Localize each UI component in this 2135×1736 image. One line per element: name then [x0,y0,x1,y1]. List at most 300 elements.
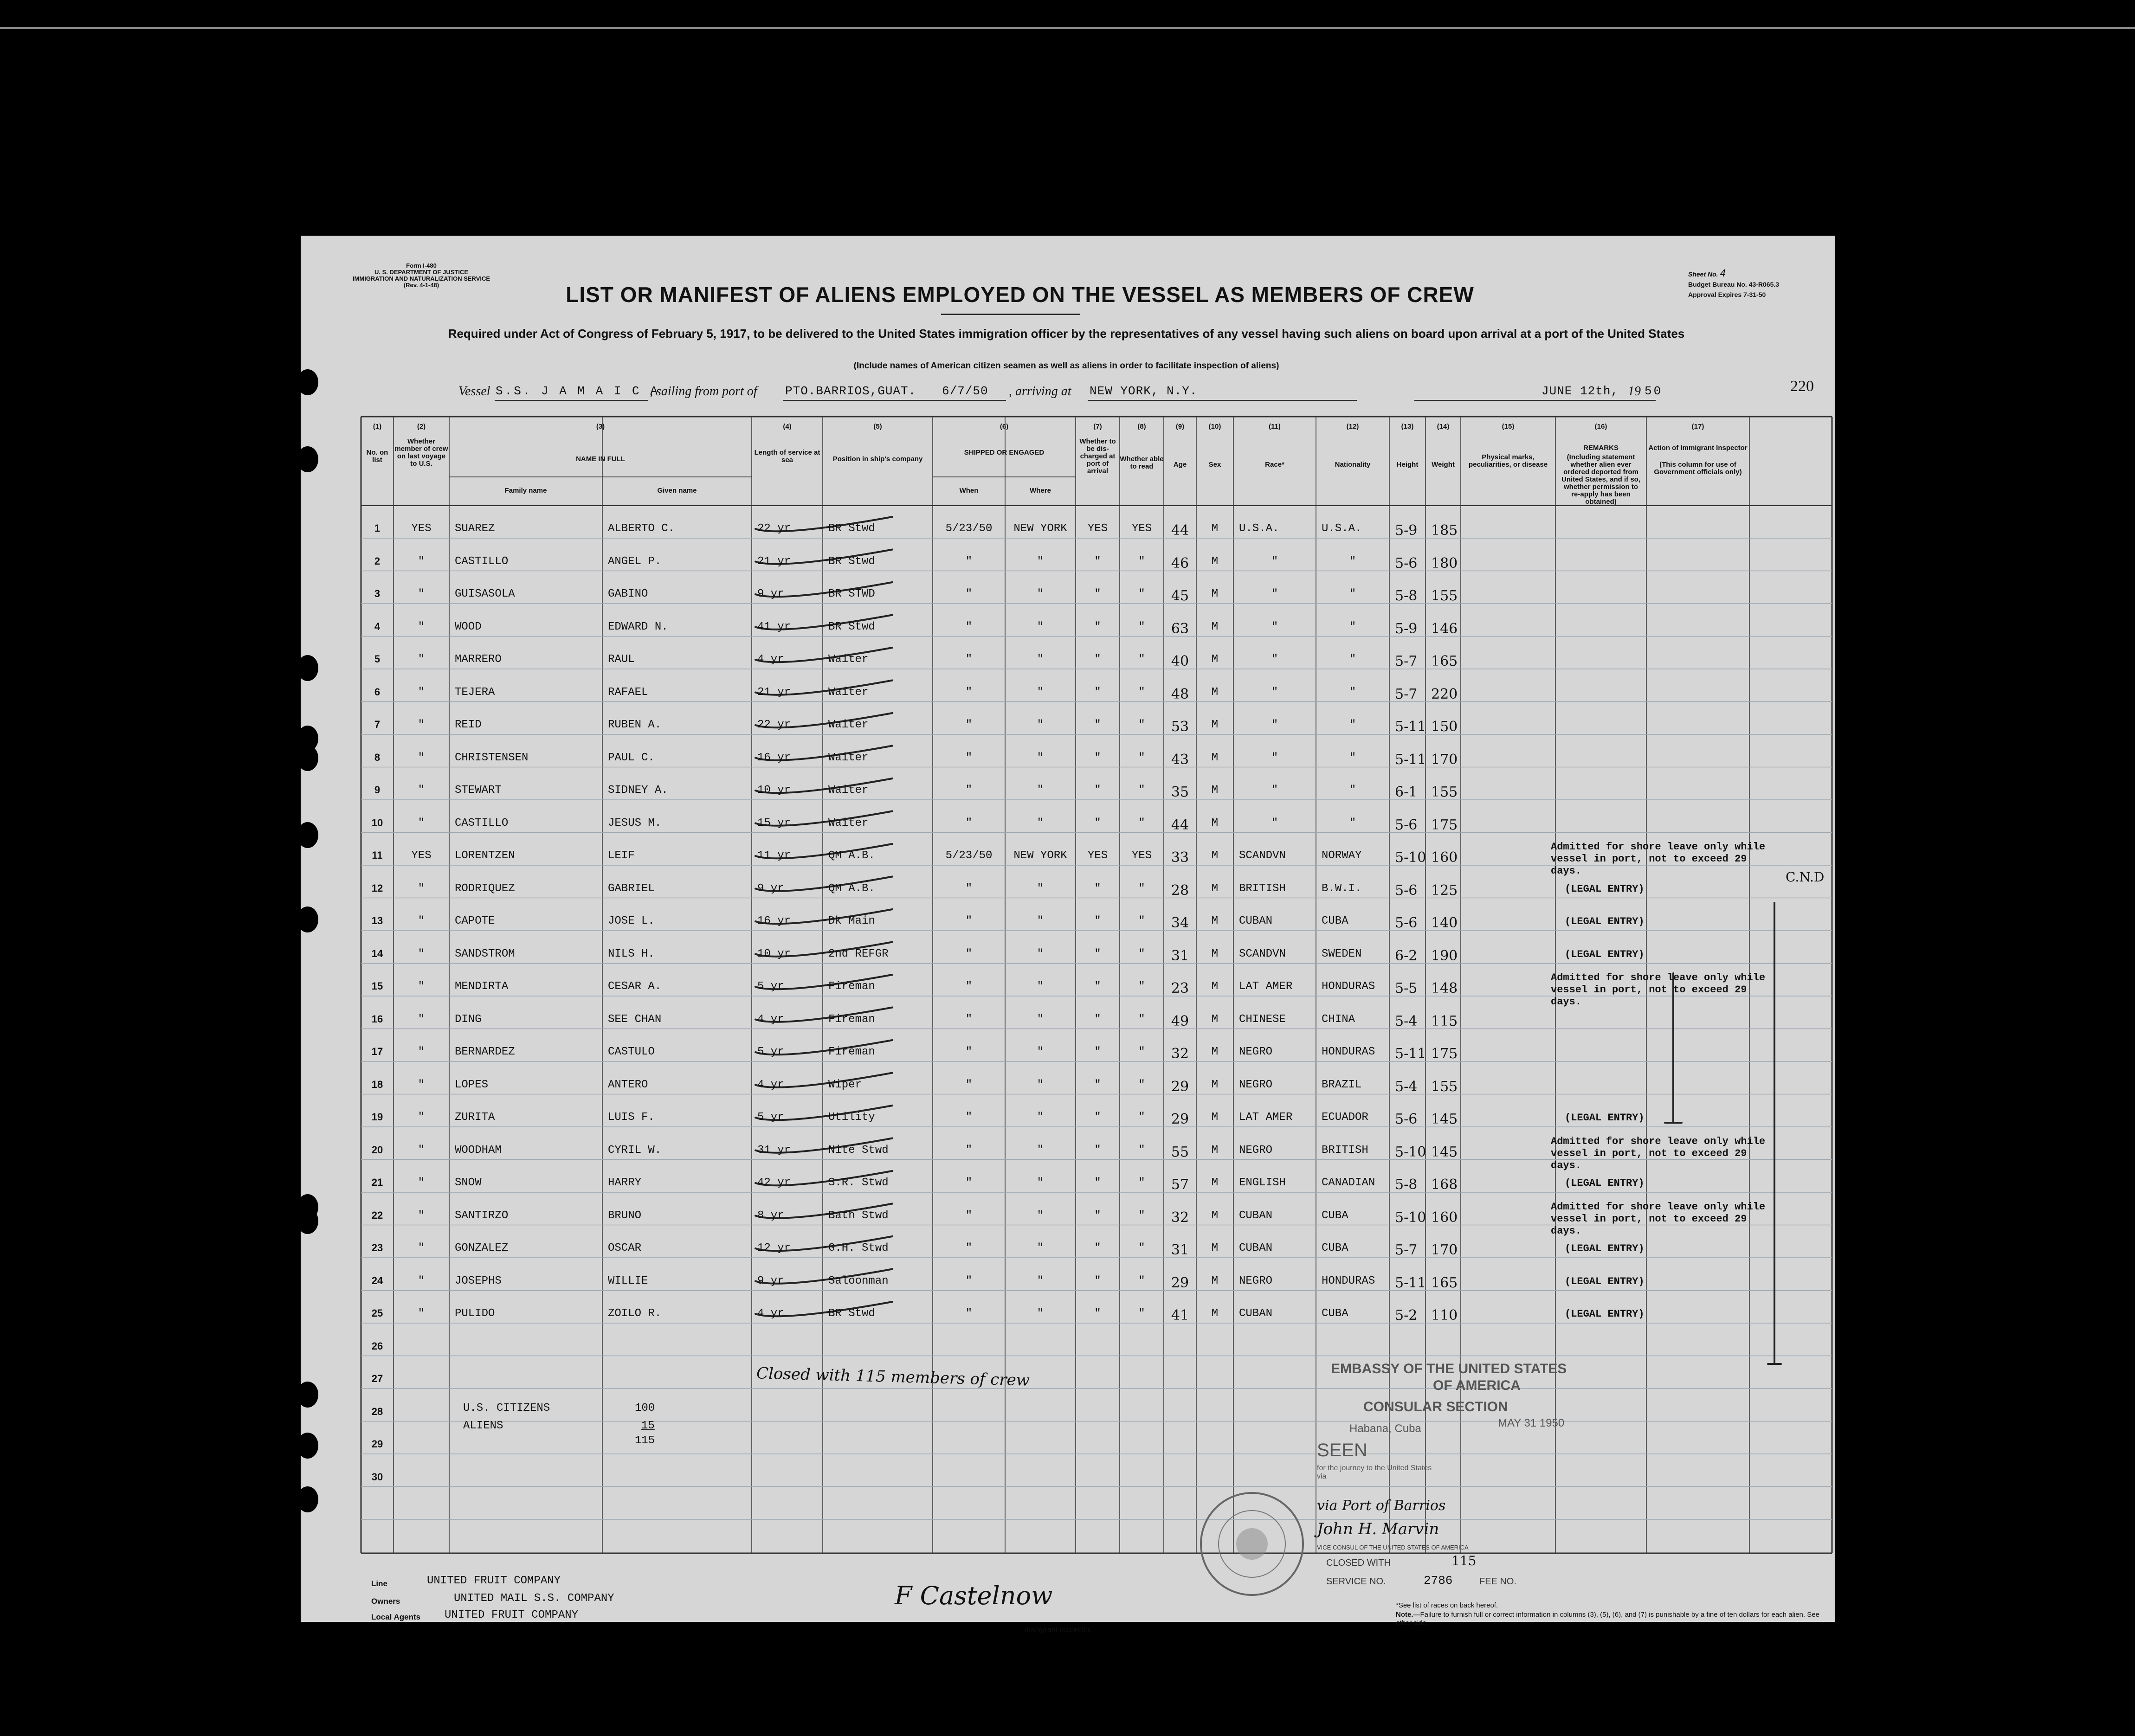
cell-read: " [1138,1242,1145,1254]
consul-signature: John H. Marvin [1317,1520,1439,1538]
line-label: Line [371,1579,387,1588]
cell-sex: M [1211,751,1219,764]
cell-no: 1 [374,522,381,534]
closed-with-value: 115 [1451,1553,1477,1569]
cell-when: " [965,555,973,568]
header-name-in-full: NAME IN FULL [576,455,625,463]
cell-position: BR Stwd [828,555,875,568]
cell-when: " [965,1111,973,1124]
cell-where: " [1037,1209,1044,1222]
cell-weight: 168 [1431,1177,1458,1193]
cell-weight: 150 [1431,719,1458,735]
cell-height: 5-6 [1395,555,1418,572]
cell-where: " [1037,751,1044,764]
form-service: IMMIGRATION AND NATURALIZATION SERVICE [352,275,490,282]
cell-race: " [1271,686,1278,699]
document-subtitle: Required under Act of Congress of February 5, 1917, to be delivered to the United States immigration officer by the representatives of any vessel having such aliens on board upon arrival at a port of the United States [448,327,1685,341]
cell-member: YES [411,849,432,862]
cell-given: JOSE L. [608,915,655,927]
header-where: Where [1030,487,1051,495]
cell-no: 6 [374,686,381,698]
cell-race: CHINESE [1239,1013,1286,1026]
cell-height: 5-6 [1395,1111,1418,1127]
cell-weight: 165 [1431,653,1458,669]
cell-read: " [1138,1307,1145,1320]
column-number: (1) [373,423,382,431]
column-number: (15) [1502,423,1515,431]
cell-height: 5-10 [1395,1144,1426,1160]
column-number: (16) [1594,423,1607,431]
cell-length: 10 yr [757,947,791,960]
cell-weight: 145 [1431,1144,1458,1160]
closed-with-note: Closed with 115 members of crew [756,1364,1030,1390]
cell-read: " [1138,1274,1145,1287]
cell-race: " [1271,653,1278,666]
cell-member: " [418,915,425,927]
cell-discharged: " [1094,686,1101,699]
cell-nationality: U.S.A. [1322,522,1362,535]
remark-entry: (LEGAL ENTRY) [1565,1308,1645,1320]
cell-where: NEW YORK [1013,522,1067,535]
cell-height: 5-11 [1395,719,1426,735]
cell-race: " [1271,588,1278,600]
header-nationality: Nationality [1335,461,1371,469]
cell-read: " [1138,1046,1145,1058]
cell-where: NEW YORK [1013,849,1067,862]
cell-nationality: CHINA [1322,1013,1355,1026]
cell-when: " [965,653,973,666]
cell-read: " [1138,882,1145,895]
header-able-read: Whether able to read [1120,455,1164,470]
cell-read: " [1138,555,1145,568]
cell-member: " [418,719,425,731]
total-value: 115 [635,1434,655,1447]
cell-length: 41 yr [757,620,791,633]
cell-read: " [1138,1078,1145,1091]
cell-given: LEIF [608,849,635,862]
cell-age: 35 [1171,784,1189,800]
cell-family: REID [455,719,482,731]
cell-race: LAT AMER [1239,980,1293,993]
cell-when: " [965,1209,973,1222]
cell-sex: M [1211,1209,1219,1222]
cell-no: 26 [371,1340,383,1352]
cell-member: " [418,784,425,797]
cell-member: " [418,1274,425,1287]
cell-family: LORENTZEN [455,849,515,862]
cell-length: 9 yr [757,882,784,895]
cell-sex: M [1211,522,1219,535]
cell-nationality: " [1349,784,1356,797]
service-no-label: SERVICE NO. [1326,1576,1386,1587]
sailing-date: 6/7/50 [942,384,988,398]
cell-member: " [418,882,425,895]
column-number: (13) [1401,423,1414,431]
cell-position: Waiter [828,817,869,829]
column-number: (7) [1093,423,1102,431]
cell-when: " [965,719,973,731]
sailing-label: , sailing from port of [650,384,757,399]
cell-no: 7 [374,719,381,730]
cell-family: SNOW [455,1177,482,1189]
cell-where: " [1037,980,1044,993]
cell-height: 5-5 [1395,980,1418,997]
form-revision: (Rev. 4-1-48) [403,282,439,289]
cell-when: " [965,1177,973,1189]
cell-weight: 155 [1431,588,1458,604]
cell-discharged: YES [1087,849,1108,862]
cell-family: JOSEPHS [455,1274,502,1287]
cell-when: " [965,1242,973,1254]
cell-length: 16 yr [757,751,791,764]
cell-position: Utility [828,1111,875,1124]
column-number: (12) [1346,423,1359,431]
cell-age: 29 [1171,1274,1189,1291]
cell-where: " [1037,817,1044,829]
cell-given: NILS H. [608,947,655,960]
cell-sex: M [1211,915,1219,927]
header-discharged: Whether to be dis-charged at port of arrival [1079,437,1116,475]
inspector-signature: F Castelnow [895,1581,1053,1610]
cell-no: 11 [372,849,383,861]
cell-discharged: " [1094,947,1101,960]
cell-where: " [1037,1242,1044,1254]
cell-nationality: BRAZIL [1322,1078,1362,1091]
header-family-name: Family name [504,487,547,495]
cell-given: HARRY [608,1177,642,1189]
remark-entry: (LEGAL ENTRY) [1565,916,1645,927]
cell-no: 21 [371,1177,383,1188]
cell-member: " [418,1046,425,1058]
cell-when: " [965,1274,973,1287]
cell-family: ZURITA [455,1111,495,1124]
cell-length: 5 yr [757,1046,784,1058]
cell-member: " [418,1013,425,1026]
cell-nationality: ECUADOR [1322,1111,1368,1124]
cell-member: " [418,588,425,600]
stamp-line-3: CONSULAR SECTION [1363,1399,1508,1415]
cell-position: Saloonman [828,1274,889,1287]
cell-race: " [1271,784,1278,797]
cell-nationality: " [1349,686,1356,699]
arrival-date: JUNE 12th, [1542,384,1619,398]
cell-when: " [965,620,973,633]
us-citizens-value: 100 [635,1402,655,1415]
arriving-label: , arriving at [1009,384,1071,399]
cell-family: STEWART [455,784,502,797]
cell-length: 4 yr [757,1078,784,1091]
cell-nationality: BRITISH [1322,1144,1368,1157]
cell-where: " [1037,1144,1044,1157]
cell-when: " [965,817,973,829]
arrival-port: NEW YORK, N.Y. [1090,384,1198,398]
cell-length: 15 yr [757,817,791,829]
cell-nationality: CUBA [1322,1242,1348,1254]
cell-no: 8 [374,751,381,763]
cell-where: " [1037,915,1044,927]
cell-height: 5-9 [1395,620,1418,637]
cell-height: 5-11 [1395,1046,1426,1062]
header-race: Race* [1265,461,1284,469]
cell-age: 32 [1171,1046,1189,1062]
cell-given: PAUL C. [608,751,655,764]
cell-length: 21 yr [757,555,791,568]
cell-no: 4 [374,620,381,632]
cell-height: 5-9 [1395,522,1418,539]
document-title: LIST OR MANIFEST OF ALIENS EMPLOYED ON THE VESSEL AS MEMBERS OF CREW [566,283,1474,307]
cell-when: " [965,1013,973,1026]
header-physical-marks: Physical marks, peculiarities, or disease [1468,453,1548,469]
column-number: (11) [1269,423,1281,431]
scan-line [0,27,2135,29]
cell-given: RAFAEL [608,686,648,699]
cell-age: 32 [1171,1209,1189,1226]
cell-where: " [1037,784,1044,797]
cell-no: 23 [371,1242,383,1254]
cell-when: " [965,686,973,699]
cell-when: " [965,915,973,927]
cell-where: " [1037,1078,1044,1091]
cell-read: " [1138,588,1145,600]
cell-nationality: " [1349,751,1356,764]
cell-discharged: " [1094,1078,1101,1091]
cell-nationality: CANADIAN [1322,1177,1375,1189]
cell-sex: M [1211,686,1219,699]
cell-where: " [1037,1013,1044,1026]
cell-height: 5-10 [1395,1209,1426,1226]
cell-height: 5-4 [1395,1078,1418,1095]
cell-when: " [965,1144,973,1157]
cell-position: Fireman [828,1046,875,1058]
cell-sex: M [1211,980,1219,993]
cell-weight: 140 [1431,915,1458,931]
stamp-line-1: EMBASSY OF THE UNITED STATES [1331,1361,1567,1376]
cell-age: 49 [1171,1013,1189,1029]
cell-where: " [1037,1274,1044,1287]
cell-family: MENDIRTA [455,980,509,993]
cell-sex: M [1211,653,1219,666]
cell-nationality: CUBA [1322,915,1348,927]
manifest-sheet [301,236,1835,1633]
header-age: Age [1173,461,1187,469]
cell-discharged: " [1094,784,1101,797]
cell-length: 16 yr [757,915,791,927]
cell-member: " [418,620,425,633]
cell-no: 30 [371,1471,383,1483]
cell-age: 45 [1171,588,1189,604]
cell-read: YES [1131,522,1152,535]
cell-position: Waiter [828,653,869,666]
cell-discharged: YES [1087,522,1108,535]
footer-note [1396,1611,1832,1627]
cell-height: 6-1 [1395,784,1418,800]
cell-age: 28 [1171,882,1189,899]
cell-weight: 155 [1431,784,1458,800]
closed-with-label: CLOSED WITH [1326,1558,1391,1568]
cell-family: BERNARDEZ [455,1046,515,1058]
cell-where: " [1037,1307,1044,1320]
cell-position: Wiper [828,1078,862,1091]
cell-where: " [1037,882,1044,895]
cell-sex: M [1211,1177,1219,1189]
note-text: —Failure to furnish full or correct information in columns (3), (5), (6), and (7) is punishable by a fine of ten dollars for each alien. See other side. [1396,1611,1819,1627]
cell-height: 5-11 [1395,1274,1426,1291]
cell-given: WILLIE [608,1274,648,1287]
cell-discharged: " [1094,1177,1101,1189]
cell-when: " [965,947,973,960]
cell-discharged: " [1094,653,1101,666]
header-remarks-note: (Including statement whether alien ever ordered deported from United States, and if so, whether permission to re-apply has been obtained) [1561,453,1641,506]
cell-family: RODRIQUEZ [455,882,515,895]
cell-weight: 155 [1431,1078,1458,1095]
column-number: (4) [783,423,792,431]
cell-weight: 148 [1431,980,1458,997]
cell-family: CASTILLO [455,817,509,829]
cell-when: " [965,1046,973,1058]
cell-height: 6-2 [1395,947,1418,964]
cell-when: " [965,882,973,895]
cell-member: " [418,1242,425,1254]
us-citizens-label: U.S. CITIZENS [463,1402,550,1415]
races-note: *See list of races on back hereof. [1396,1601,1498,1609]
cell-no: 18 [371,1078,383,1090]
cell-race: CUBAN [1239,1209,1273,1222]
cell-discharged: " [1094,620,1101,633]
column-number: (5) [873,423,882,431]
cell-length: 9 yr [757,1274,784,1287]
cell-age: 48 [1171,686,1189,702]
cell-height: 5-7 [1395,1242,1418,1258]
cell-no: 28 [371,1405,383,1417]
cell-position: Dk Main [828,915,875,927]
note-label: Note. [1396,1611,1413,1619]
cell-where: " [1037,947,1044,960]
cell-nationality: " [1349,620,1356,633]
cell-weight: 110 [1431,1307,1458,1324]
cell-sex: M [1211,784,1219,797]
cell-length: 42 yr [757,1177,791,1189]
cell-no: 3 [374,588,381,599]
cell-read: " [1138,653,1145,666]
cell-no: 24 [371,1274,383,1286]
cell-member: " [418,1177,425,1189]
cell-given: RAUL [608,653,635,666]
cell-given: ALBERTO C. [608,522,675,535]
column-number: (17) [1691,423,1704,431]
cell-position: Waiter [828,686,869,699]
cell-given: BRUNO [608,1209,642,1222]
cell-race: " [1271,751,1278,764]
cell-nationality: NORWAY [1322,849,1362,862]
cell-race: NEGRO [1239,1046,1273,1058]
header-length-service: Length of service at sea [754,449,820,464]
cell-discharged: " [1094,1046,1101,1058]
cell-read: " [1138,719,1145,731]
cell-height: 5-4 [1395,1013,1418,1029]
cell-race: U.S.A. [1239,522,1279,535]
cell-given: CYRIL W. [608,1144,662,1157]
cell-given: ZOILO R. [608,1307,662,1320]
cell-nationality: CUBA [1322,1209,1348,1222]
cell-no: 5 [374,653,381,665]
cell-discharged: " [1094,1307,1101,1320]
cell-sex: M [1211,849,1219,862]
cell-position: BR Stwd [828,522,875,535]
cell-discharged: " [1094,1144,1101,1157]
column-number: (10) [1208,423,1221,431]
inspector-label: Immigrant Inspector. [1025,1626,1092,1633]
cell-position: Fireman [828,980,875,993]
cell-weight: 115 [1431,1013,1458,1029]
header-given-name: Given name [657,487,697,495]
cell-where: " [1037,686,1044,699]
cell-member: " [418,555,425,568]
cell-age: 43 [1171,751,1189,768]
cell-member: " [418,686,425,699]
cell-no: 22 [371,1209,383,1221]
cell-age: 44 [1171,817,1189,833]
cell-age: 53 [1171,719,1189,735]
header-shipped-engaged: SHIPPED OR ENGAGED [964,449,1045,457]
remark-entry: Admitted for shore leave only while vessel in port, not to exceed 29 days. [1551,1135,1766,1171]
cell-no: 20 [371,1144,383,1156]
cell-read: " [1138,915,1145,927]
cell-sex: M [1211,555,1219,568]
cell-family: SANTIRZO [455,1209,509,1222]
cell-age: 31 [1171,947,1189,964]
cell-race: " [1271,817,1278,829]
cell-length: 12 yr [757,1242,791,1254]
cell-discharged: " [1094,555,1101,568]
consul-title: VICE CONSUL OF THE UNITED STATES OF AMERICA [1317,1544,1469,1551]
remark-entry: Admitted for shore leave only while vessel in port, not to exceed 29 days. [1551,841,1766,877]
cell-read: " [1138,784,1145,797]
remark-entry: Admitted for shore leave only while vessel in port, not to exceed 29 days. [1551,1201,1766,1237]
document-number: 220 [1790,378,1814,395]
cell-position: 2nd REFGR [828,947,889,960]
cell-race: CUBAN [1239,1242,1273,1254]
cell-position: Waiter [828,719,869,731]
remark-entry: Admitted for shore leave only while vessel in port, not to exceed 29 days. [1551,972,1766,1008]
cell-nationality: HONDURAS [1322,980,1375,993]
cell-member: " [418,1307,425,1320]
header-action: Action of Immigrant Inspector [1648,444,1748,452]
cell-when: 5/23/50 [945,522,993,535]
cell-age: 29 [1171,1111,1189,1127]
header-position: Position in ship's company [832,455,923,463]
cell-race: " [1271,555,1278,568]
cell-where: " [1037,1177,1044,1189]
cell-no: 13 [371,915,383,926]
cell-no: 2 [374,555,381,567]
cell-family: GONZALEZ [455,1242,509,1254]
cell-discharged: " [1094,719,1101,731]
cell-discharged: " [1094,980,1101,993]
cell-given: EDWARD N. [608,620,668,633]
cell-weight: 146 [1431,620,1458,637]
cell-length: 9 yr [757,588,784,600]
header-remarks: REMARKS [1583,444,1619,452]
cell-read: " [1138,620,1145,633]
remark-entry: (LEGAL ENTRY) [1565,1177,1645,1189]
cell-height: 5-7 [1395,686,1418,702]
cell-nationality: " [1349,817,1356,829]
cell-age: 55 [1171,1144,1189,1160]
cell-age: 23 [1171,980,1189,997]
column-number: (6) [1000,423,1009,431]
cell-family: GUISASOLA [455,588,515,600]
cell-nationality: " [1349,719,1356,731]
